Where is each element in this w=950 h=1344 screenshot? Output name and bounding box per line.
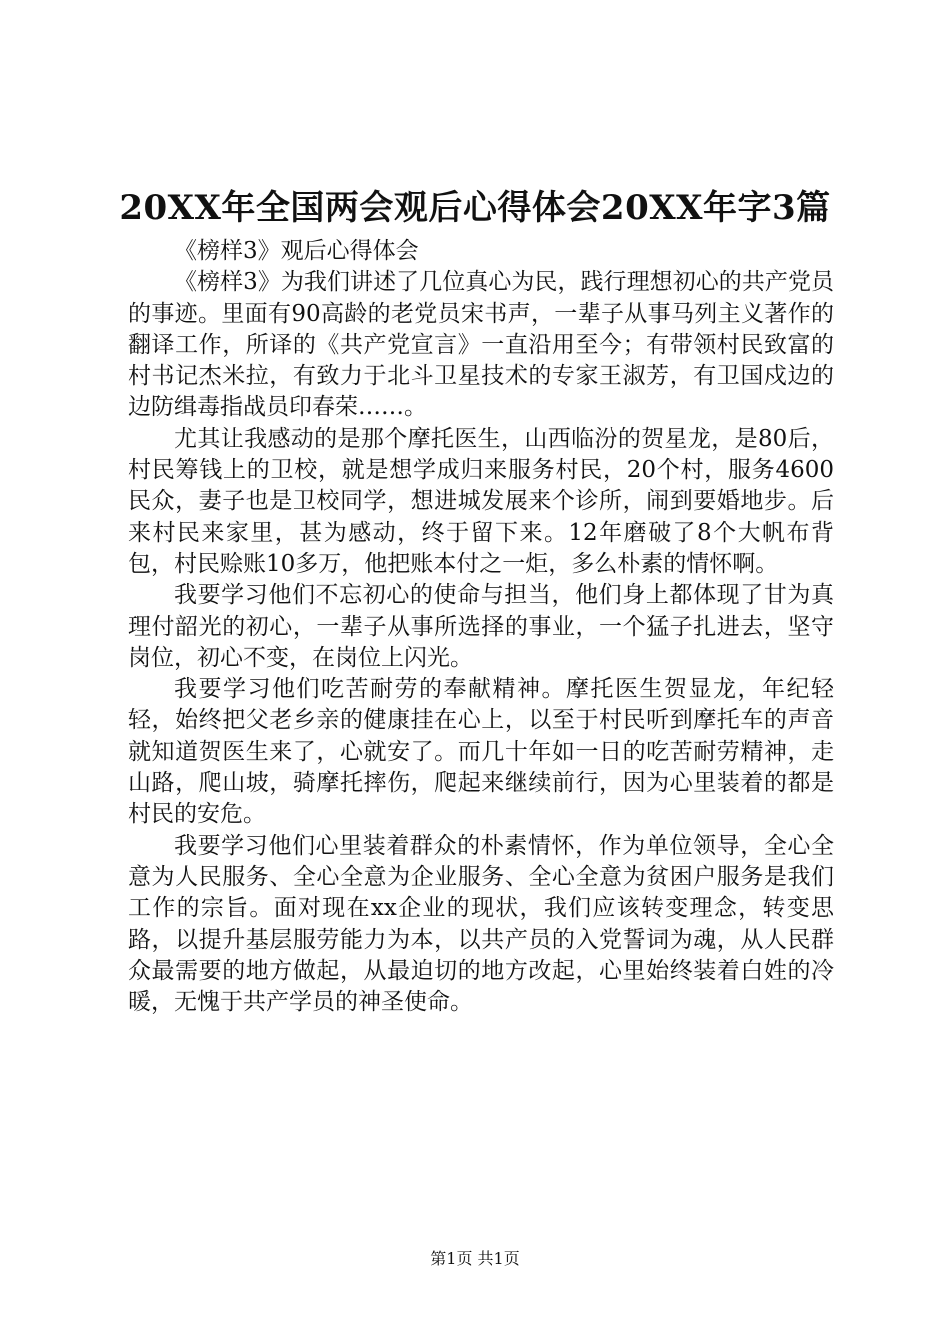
paragraph: 我要学习他们心里装着群众的朴素情怀，作为单位领导，全心全意为人民服务、全心全意为企业服务、全心全意为贫困户服务是我们工作的宗旨。面对现在xx企业的现状，我们应该转变理念，转变思路，以提升基层服劳能力为本，以共产员的入党誓词为魂，从人民群众最需要的地方做起，从最迫切的地方改起，心里始终装着白姓的冷暖，无愧于共产学员的神圣使命。: [128, 832, 834, 1016]
page-number-footer: 第1页 共1页: [430, 1249, 520, 1268]
document-title: 20XX年全国两会观后心得体会20XX年字3篇: [119, 188, 831, 228]
paragraph: 我要学习他们不忘初心的使命与担当，他们身上都体现了甘为真理付韶光的初心，一辈子从事所选择的事业，一个猛子扎进去，坚守岗位，初心不变，在岗位上闪光。: [128, 582, 834, 671]
paragraph: 尤其让我感动的是那个摩托医生，山西临汾的贺星龙，是80后，村民筹钱上的卫校，就是想学成归来服务村民，20个村，服务4600民众，妻子也是卫校同学，想进城发展来个诊所，闹到要婚地步。后来村民来家里，甚为感动，终于留下来。12年磨破了8个大帆布背包，村民赊账10多万，他把账本付之一炬，多么朴素的情怀啊。: [128, 425, 834, 577]
paragraph: 我要学习他们吃苦耐劳的奉献精神。摩托医生贺显龙，年纪轻轻，始终把父老乡亲的健康挂在心上，以至于村民听到摩托车的声音就知道贺医生来了，心就安了。而几十年如一日的吃苦耐劳精神，走山路，爬山坡，骑摩托摔伤，爬起来继续前行，因为心里装着的都是村民的安危。: [128, 676, 834, 828]
paragraph: 《榜样3》为我们讲述了几位真心为民，践行理想初心的共产党员的事迹。里面有90高龄的老党员宋书声，一辈子从事马列主义著作的翻译工作，所译的《共产党宣言》一直沿用至今；有带领村民致富的村书记杰米拉，有致力于北斗卫星技术的专家王淑芳，有卫国戍边的边防缉毒指战员印春荣……。: [128, 269, 834, 421]
document-body: [128, 236, 834, 1018]
paragraph-subtitle: 《榜样3》观后心得体会: [174, 238, 419, 264]
